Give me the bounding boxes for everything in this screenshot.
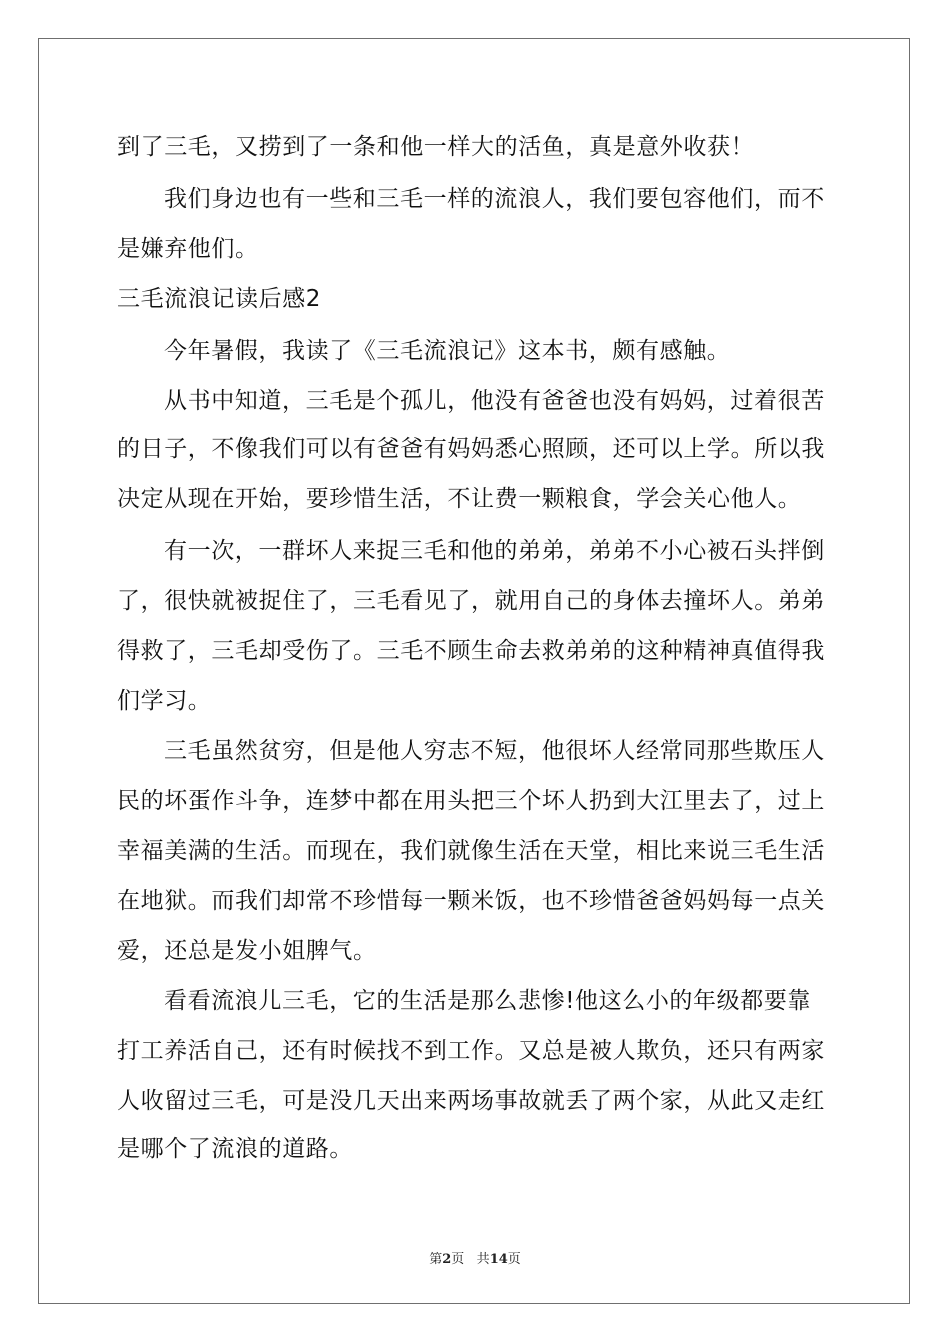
text-line-15: 幸福美满的生活。而现在，我们就像生活在天堂，相比来说三毛生活 bbox=[117, 838, 825, 864]
text-line-13: 三毛虽然贫穷，但是他人穷志不短，他很坏人经常同那些欺压人 bbox=[164, 738, 825, 764]
text-line-3: 是嫌弃他们。 bbox=[117, 236, 259, 262]
text-line-7: 的日子，不像我们可以有爸爸有妈妈悉心照顾，还可以上学。所以我 bbox=[117, 436, 825, 462]
text-line-8: 决定从现在开始，要珍惜生活，不让费一颗粮食，学会关心他人。 bbox=[117, 486, 802, 512]
text-line-14: 民的坏蛋作斗争，连梦中都在用头把三个坏人扔到大江里去了，过上 bbox=[117, 788, 825, 814]
section-heading: 三毛流浪记读后感2 bbox=[117, 286, 322, 312]
page-footer bbox=[0, 1248, 950, 1267]
text-line-19: 打工养活自己，还有时候找不到工作。又总是被人欺负，还只有两家 bbox=[117, 1038, 825, 1064]
total-suffix: 页 bbox=[507, 1252, 521, 1267]
text-line-2: 我们身边也有一些和三毛一样的流浪人，我们要包容他们，而不 bbox=[164, 186, 825, 212]
text-line-20: 人收留过三毛，可是没几天出来两场事故就丢了两个家，从此又走红 bbox=[117, 1088, 825, 1114]
text-line-11: 得救了，三毛却受伤了。三毛不顾生命去救弟弟的这种精神真值得我 bbox=[117, 638, 825, 664]
text-line-16: 在地狱。而我们却常不珍惜每一颗米饭，也不珍惜爸爸妈妈每一点关 bbox=[117, 888, 825, 914]
page-current: 2 bbox=[442, 1252, 452, 1267]
text-line-10: 了，很快就被捉住了，三毛看见了，就用自己的身体去撞坏人。弟弟 bbox=[117, 588, 825, 614]
text-line-18: 看看流浪儿三毛，它的生活是那么悲惨!他这么小的年级都要靠 bbox=[164, 988, 812, 1014]
text-line-21: 是哪个了流浪的道路。 bbox=[117, 1136, 353, 1162]
text-line-5: 今年暑假，我读了《三毛流浪记》这本书，颇有感触。 bbox=[164, 338, 731, 364]
page-total: 14 bbox=[489, 1252, 508, 1267]
text-line-17: 爱，还总是发小姐脾气。 bbox=[117, 938, 377, 964]
text-line-6: 从书中知道，三毛是个孤儿，他没有爸爸也没有妈妈，过着很苦 bbox=[164, 388, 825, 414]
text-line-12: 们学习。 bbox=[117, 688, 212, 714]
page-prefix: 第 bbox=[429, 1252, 443, 1267]
text-line-1: 到了三毛，又捞到了一条和他一样大的活鱼，真是意外收获！ bbox=[117, 134, 755, 160]
text-line-9: 有一次，一群坏人来捉三毛和他的弟弟，弟弟不小心被石头拌倒 bbox=[164, 538, 825, 564]
page-suffix: 页 bbox=[451, 1252, 465, 1267]
total-prefix: 共 bbox=[476, 1252, 490, 1267]
